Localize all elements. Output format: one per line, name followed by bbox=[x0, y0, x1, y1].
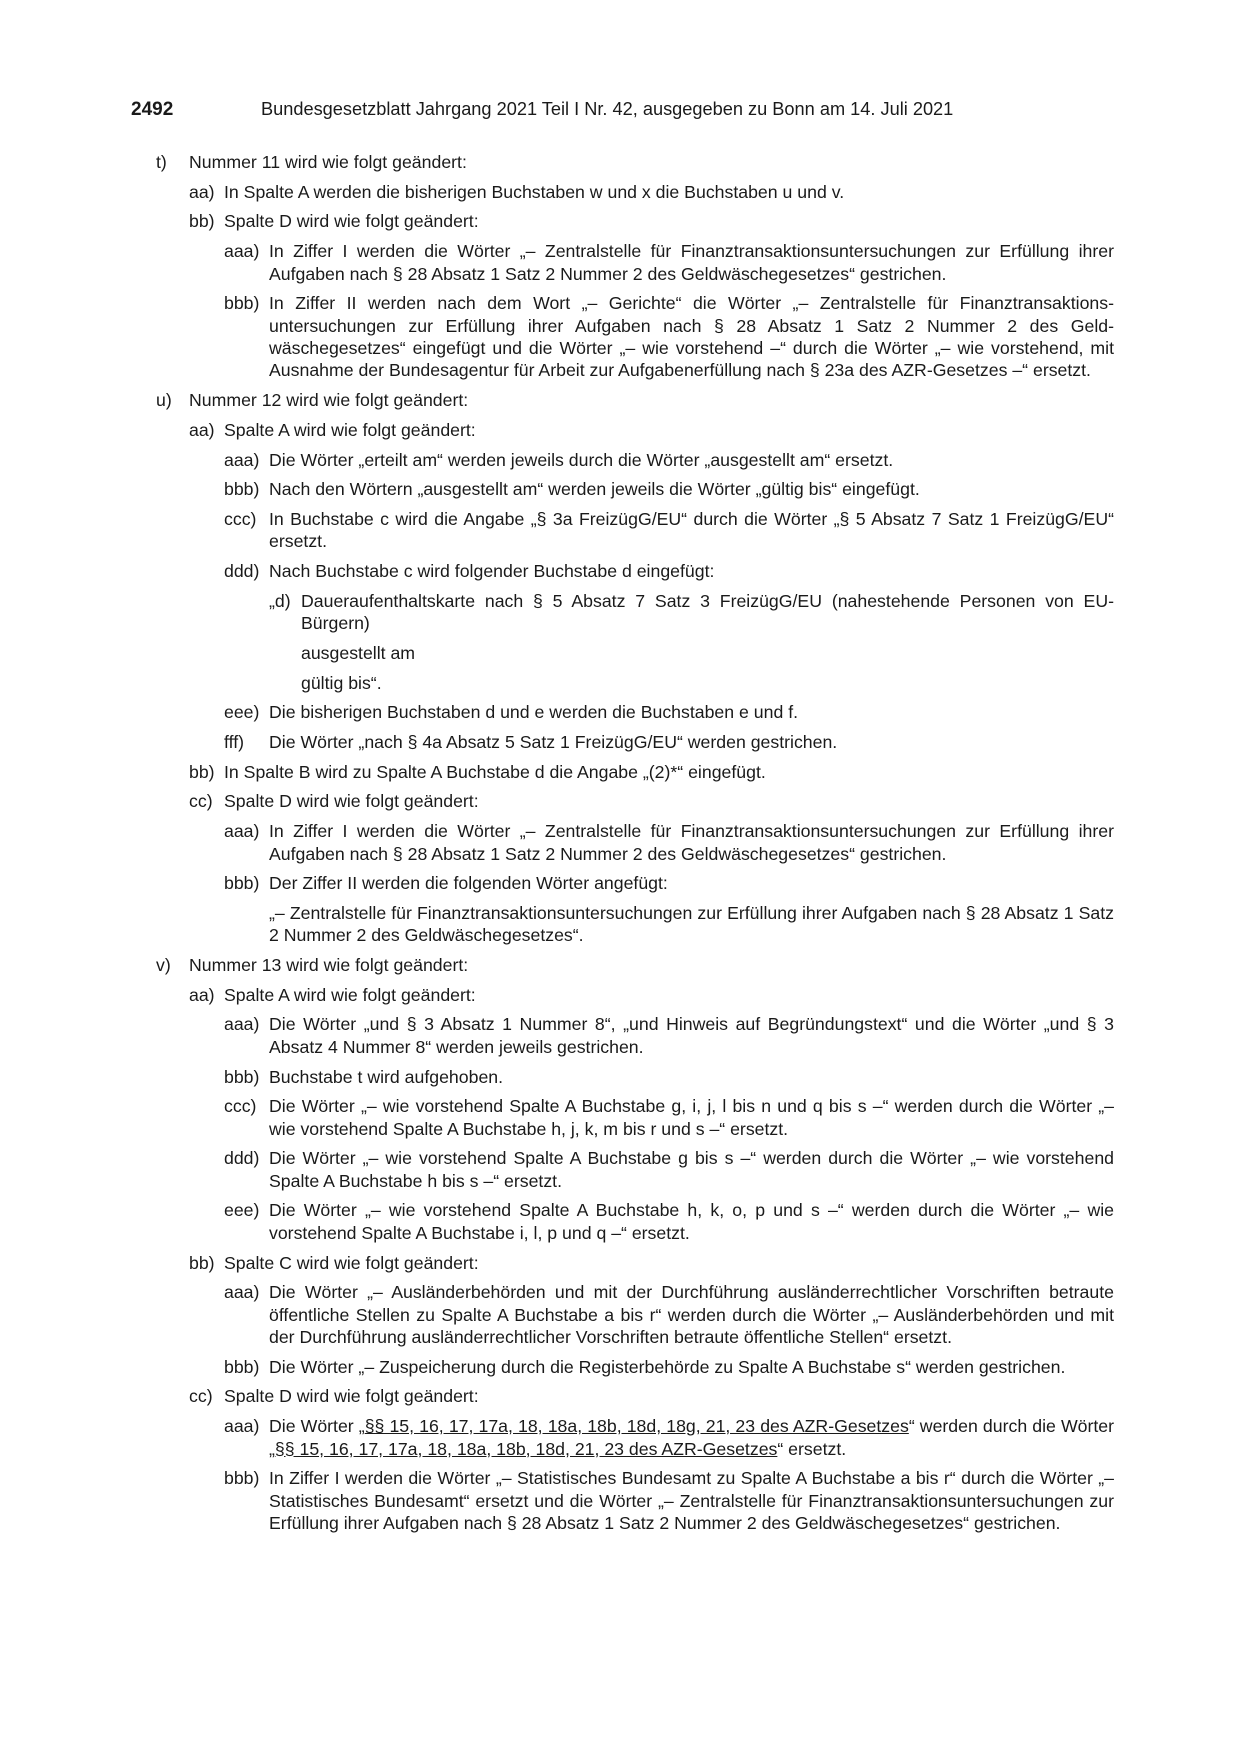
item-u-aa bbox=[156, 419, 1114, 441]
item-u bbox=[156, 389, 1114, 411]
item-label: aa) bbox=[189, 984, 215, 1005]
item-label: bb) bbox=[189, 211, 215, 232]
inserted-quote: „– Zentralstelle für Finanztransaktionsuntersuchungen zur Erfüllung ihrer Aufgaben nach § 28 Absatz 1 Satz 2 Nummer 2 des Geldwäschegesetzes“. bbox=[269, 902, 1114, 946]
item-label: bb) bbox=[189, 1252, 215, 1273]
item-text: “ ersetzt. bbox=[777, 1438, 847, 1459]
item-v-cc-bbb bbox=[156, 1467, 1114, 1534]
item-label: aaa) bbox=[224, 241, 260, 262]
item-v-aa-ddd bbox=[156, 1147, 1114, 1192]
underlined-reference-old: §§ 15, 16, 17, 17a, 18, 18a, 18b, 18d, 18g, 21, 23 des AZR-Gesetzes bbox=[364, 1416, 909, 1437]
item-v bbox=[156, 954, 1114, 976]
item-label: cc) bbox=[189, 1386, 213, 1407]
item-text: Die Wörter „erteilt am“ werden jeweils durch die Wörter „ausgestellt am“ ersetzt. bbox=[269, 449, 894, 470]
item-text: Die Wörter „– wie vorstehend Spalte A Buchstabe g bis s –“ werden durch die Wörter „– wie vorstehend Spalte A Buchstabe h bis s –“ ersetzt. bbox=[269, 1148, 1114, 1191]
item-label: aaa) bbox=[224, 1014, 260, 1035]
document-body bbox=[156, 151, 1114, 1535]
item-label: eee) bbox=[224, 702, 260, 723]
gazette-title: Bundesgesetzblatt Jahrgang 2021 Teil I Nr. 42, ausgegeben zu Bonn am 14. Juli 2021 bbox=[261, 99, 954, 119]
item-u-cc-aaa bbox=[156, 820, 1114, 865]
item-text: Spalte D wird wie folgt geändert: bbox=[224, 211, 479, 232]
item-u-aa-ddd bbox=[156, 560, 1114, 582]
item-label: „d) bbox=[269, 590, 291, 611]
item-label: ccc) bbox=[224, 1096, 257, 1117]
item-text: In Ziffer I werden die Wörter „– Zentralstelle für Finanztransaktionsuntersuchungen zur Erfüllung ihrer Aufgaben nach § 28 Absatz 1 Satz 2 Nummer 2 des Geldwäschegesetzes“ gestrichen. bbox=[269, 241, 1114, 284]
item-label: t) bbox=[156, 152, 167, 172]
item-label: bbb) bbox=[224, 479, 260, 500]
item-v-aa-eee bbox=[156, 1199, 1114, 1244]
item-text: Buchstabe t wird aufgehoben. bbox=[269, 1066, 504, 1087]
item-label: aaa) bbox=[224, 1282, 260, 1303]
item-text: Daueraufenthaltskarte nach § 5 Absatz 7 Satz 3 FreizügG/EU (nahestehende Personen von EU-Bürgern) bbox=[301, 590, 1114, 634]
item-text: Nach den Wörtern „ausgestellt am“ werden jeweils die Wörter „gültig bis“ eingefügt. bbox=[269, 479, 920, 500]
item-text: Spalte A wird wie folgt geändert: bbox=[224, 984, 476, 1005]
item-text: Die Wörter „nach § 4a Absatz 5 Satz 1 FreizügG/EU“ werden gestrichen. bbox=[269, 731, 838, 752]
item-text: In Spalte A werden die bisherigen Buchstaben w und x die Buchstaben u und v. bbox=[224, 181, 845, 202]
item-text: Die Wörter „– Zuspeicherung durch die Registerbehörde zu Spalte A Buchstabe s“ werden gestrichen. bbox=[269, 1356, 1066, 1377]
item-text: Die Wörter „– Ausländerbehörden und mit der Durchführung ausländerrechtlicher Vorschriften betraute öffentliche Stellen zu Spalte A Buchstabe a bis r“ werden durch die Wörter „– Ausländerbehörden und mit der Durchführung ausländerrechtlicher Vorschriften betraute öffentliche Stellen“ ersetzt. bbox=[269, 1282, 1114, 1348]
item-t bbox=[156, 151, 1114, 173]
item-label: ccc) bbox=[224, 508, 257, 529]
item-text: Nummer 13 wird wie folgt geändert: bbox=[189, 955, 469, 976]
item-text: Spalte C wird wie folgt geändert: bbox=[224, 1252, 479, 1273]
item-v-bb bbox=[156, 1252, 1114, 1274]
item-text: In Ziffer I werden die Wörter „– Statistisches Bundesamt zu Spalte A Buchstabe a bis r“ durch die Wörter „– Statistisches Bundesamt“ ersetzt und die Wörter „– Zentralstelle für Finanztransaktionsuntersuchungen zur Erfüllung ihrer Aufgaben nach § 28 Absatz 1 Satz 2 Nummer 2 des Geldwäschegesetzes“ gestrichen. bbox=[269, 1468, 1114, 1534]
item-t-bb-bbb bbox=[156, 292, 1114, 382]
item-label: aaa) bbox=[224, 1416, 260, 1437]
item-text: Nach Buchstabe c wird folgender Buchstabe d eingefügt: bbox=[269, 561, 715, 582]
item-text: In Ziffer II werden nach dem Wort „– Gerichte“ die Wörter „– Zentralstelle für Finanztransaktionsuntersuchungen zur Erfüllung ihrer Aufgaben nach § 28 Absatz 1 Satz 2 Nummer 2 des Geldwäschegesetzes“ eingefügt und die Wörter „– wie vorstehend –“ durch die Wörter „– wie vorstehend, mit Ausnahme der Bundesagentur für Arbeit zur Aufgabenerfüllung nach § 23a des AZR-Gesetzes –“ ersetzt. bbox=[269, 293, 1114, 381]
item-text: ausgestellt am bbox=[301, 642, 416, 663]
item-t-aa bbox=[156, 181, 1114, 203]
item-label: bbb) bbox=[224, 1066, 260, 1087]
item-u-aa-aaa bbox=[156, 449, 1114, 471]
item-label: bbb) bbox=[224, 293, 260, 314]
item-v-aa-ccc bbox=[156, 1095, 1114, 1140]
underlined-reference-new: §§ 15, 16, 17, 17a, 18, 18a, 18b, 18d, 21, 23 des AZR-Gesetzes bbox=[274, 1438, 778, 1459]
page-number: 2492 bbox=[131, 99, 174, 120]
item-label: aaa) bbox=[224, 821, 260, 842]
page-header bbox=[131, 99, 1131, 125]
item-label: bbb) bbox=[224, 1356, 260, 1377]
item-v-cc-aaa bbox=[156, 1415, 1114, 1460]
item-label: aa) bbox=[189, 181, 215, 202]
item-text: Spalte A wird wie folgt geändert: bbox=[224, 419, 476, 440]
item-label: aa) bbox=[189, 419, 215, 440]
item-text: Nummer 11 wird wie folgt geändert: bbox=[189, 152, 467, 172]
item-text: Die Wörter „und § 3 Absatz 1 Nummer 8“, „und Hinweis auf Begründungstext“ und die Wörter „und § 3 Absatz 4 Nummer 8“ werden jeweils gestrichen. bbox=[269, 1014, 1114, 1057]
item-label: bbb) bbox=[224, 1468, 260, 1489]
item-u-aa-ccc bbox=[156, 508, 1114, 553]
item-u-aa-ddd-d-line1 bbox=[156, 642, 1114, 664]
item-label: ddd) bbox=[224, 1148, 260, 1169]
item-text: In Buchstabe c wird die Angabe „§ 3a FreizügG/EU“ durch die Wörter „§ 5 Absatz 7 Satz 1 FreizügG/EU“ ersetzt. bbox=[269, 508, 1114, 552]
item-u-cc bbox=[156, 790, 1114, 812]
item-u-aa-fff bbox=[156, 731, 1114, 753]
item-u-aa-bbb bbox=[156, 478, 1114, 500]
item-label: aaa) bbox=[224, 449, 260, 470]
item-text: Der Ziffer II werden die folgenden Wörter angefügt: bbox=[269, 873, 668, 894]
item-u-bb bbox=[156, 761, 1114, 783]
item-text: Spalte D wird wie folgt geändert: bbox=[224, 791, 479, 812]
item-v-bb-bbb bbox=[156, 1356, 1114, 1378]
item-text: Die Wörter „ bbox=[269, 1416, 365, 1437]
item-text: Nummer 12 wird wie folgt geändert: bbox=[189, 390, 469, 411]
item-v-bb-aaa bbox=[156, 1281, 1114, 1348]
item-v-aa-bbb bbox=[156, 1066, 1114, 1088]
item-v-aa bbox=[156, 984, 1114, 1006]
item-label: cc) bbox=[189, 791, 213, 812]
item-t-bb-aaa bbox=[156, 240, 1114, 285]
item-u-aa-ddd-d bbox=[156, 590, 1114, 635]
item-v-cc bbox=[156, 1385, 1114, 1407]
item-label: eee) bbox=[224, 1200, 260, 1221]
item-text: In Spalte B wird zu Spalte A Buchstabe d die Angabe „(2)*“ eingefügt. bbox=[224, 761, 766, 782]
item-label: bb) bbox=[189, 761, 215, 782]
item-label: ddd) bbox=[224, 561, 260, 582]
item-text: In Ziffer I werden die Wörter „– Zentralstelle für Finanztransaktionsuntersuchungen zur Erfüllung ihrer Aufgaben nach § 28 Absatz 1 Satz 2 Nummer 2 des Geldwäschegesetzes“ gestrichen. bbox=[269, 821, 1114, 864]
item-text: gültig bis“. bbox=[301, 672, 382, 693]
item-v-aa-aaa bbox=[156, 1013, 1114, 1058]
item-text: Die Wörter „– wie vorstehend Spalte A Buchstabe h, k, o, p und s –“ werden durch die Wörter „– wie vorstehend Spalte A Buchstabe i, l, p und q –“ ersetzt. bbox=[269, 1200, 1114, 1243]
item-label: v) bbox=[156, 955, 171, 976]
item-label: fff) bbox=[224, 731, 244, 752]
item-u-aa-ddd-d-line2 bbox=[156, 672, 1114, 694]
item-label: u) bbox=[156, 390, 172, 411]
item-text: Die bisherigen Buchstaben d und e werden die Buchstaben e und f. bbox=[269, 702, 799, 723]
item-u-cc-bbb bbox=[156, 872, 1114, 947]
item-t-bb bbox=[156, 210, 1114, 232]
item-u-aa-eee bbox=[156, 701, 1114, 723]
item-text: “ werden durch die Wörter „ bbox=[269, 1416, 1115, 1459]
item-text: Spalte D wird wie folgt geändert: bbox=[224, 1386, 479, 1407]
item-label: bbb) bbox=[224, 873, 260, 894]
item-text: Die Wörter „– wie vorstehend Spalte A Buchstabe g, i, j, l bis n und q bis s –“ werden durch die Wörter „– wie vorstehend Spalte A Buchstabe h, j, k, m bis r und s –“ ersetzt. bbox=[269, 1096, 1114, 1139]
